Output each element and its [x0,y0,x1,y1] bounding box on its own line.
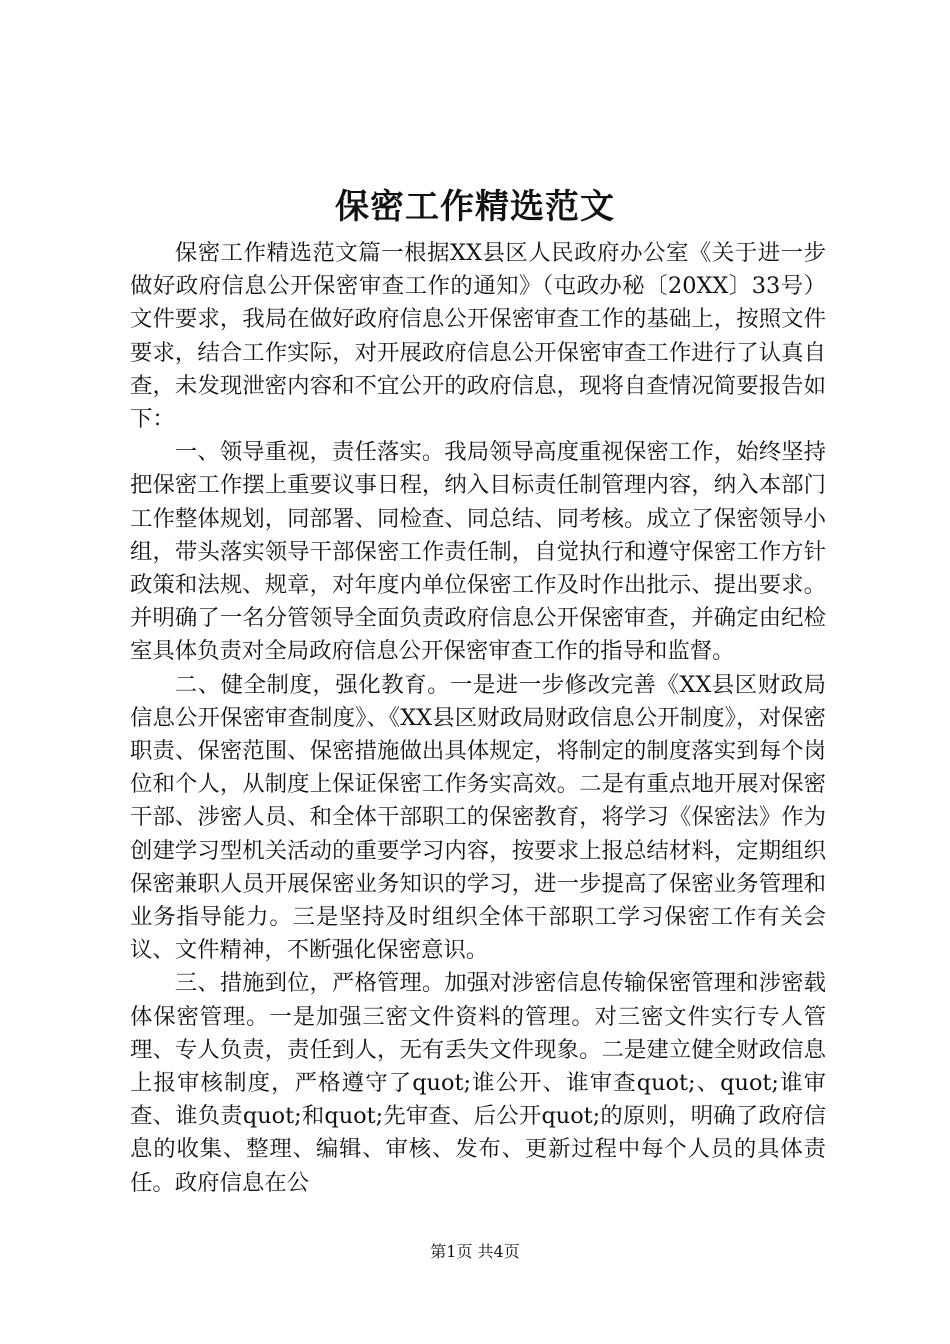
paragraph-section-1: 一、领导重视，责任落实。我局领导高度重视保密工作，始终坚持把保密工作摆上重要议事日程，纳入目标责任制管理内容，纳入本部门工作整体规划，同部署、同检查、同总结、同考核。成立了保密领导小组，带头落实领导干部保密工作责任制，自觉执行和遵守保密工作方针政策和法规、规章，对年度内单位保密工作及时作出批示、提出要求。并明确了一名分管领导全面负责政府信息公开保密审查，并确定由纪检室具体负责对全局政府信息公开保密审查工作的指导和监督。 [130,439,826,665]
document-title: 保密工作精选范文 [335,187,615,227]
page-number-footer: 第1页 共4页 [430,1242,520,1261]
document-body [130,237,826,1200]
paragraph-section-2: 二、健全制度，强化教育。一是进一步修改完善《XX县区财政局信息公开保密审查制度》、《XX县区财政局财政信息公开制度》，对保密职责、保密范围、保密措施做出具体规定，将制定的制度落实到每个岗位和个人，从制度上保证保密工作务实高效。二是有重点地开展对保密干部、涉密人员、和全体干部职工的保密教育，将学习《保密法》作为创建学习型机关活动的重要学习内容，按要求上报总结材料，定期组织保密兼职人员开展保密业务知识的学习，进一步提高了保密业务管理和业务指导能力。三是坚持及时组织全体干部职工学习保密工作有关会议、文件精神，不断强化保密意识。 [130,671,826,964]
paragraph-intro: 保密工作精选范文篇一根据XX县区人民政府办公室《关于进一步做好政府信息公开保密审查工作的通知》（屯政办秘〔20XX〕33号）文件要求，我局在做好政府信息公开保密审查工作的基础上，按照文件要求，结合工作实际，对开展政府信息公开保密审查工作进行了认真自查，未发现泄密内容和不宜公开的政府信息，现将自查情况简要报告如下： [130,240,826,433]
paragraph-section-3: 三、措施到位，严格管理。加强对涉密信息传输保密管理和涉密载体保密管理。一是加强三密文件资料的管理。对三密文件实行专人管理、专人负责，责任到人，无有丢失文件现象。二是建立健全财政信息上报审核制度，严格遵守了quot;谁公开、谁审查quot;、quot;谁审查、谁负责quot;和quot;先审查、后公开quot;的原则，明确了政府信息的收集、整理、编辑、审核、发布、更新过程中每个人员的具体责任。政府信息在公 [130,970,826,1196]
